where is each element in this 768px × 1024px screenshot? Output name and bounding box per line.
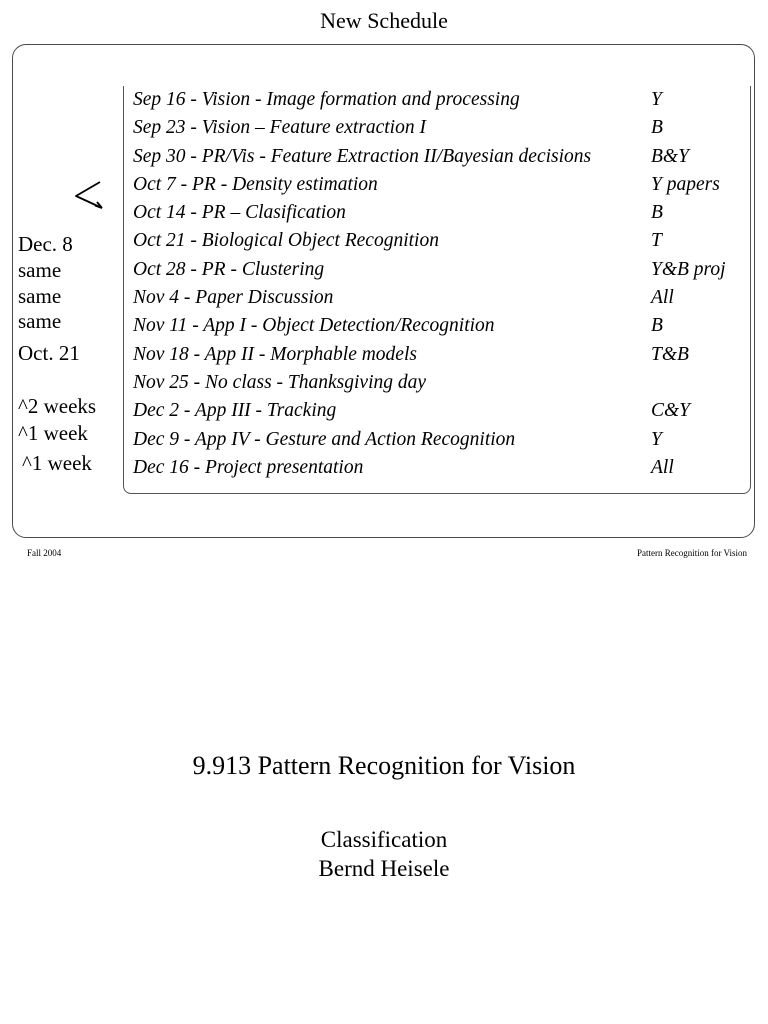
schedule-row	[133, 454, 748, 482]
side-note: ^1 week	[22, 451, 92, 475]
side-note: same	[18, 258, 62, 282]
schedule-row	[133, 397, 748, 425]
schedule-presenter: B	[651, 117, 663, 139]
schedule-topic: Sep 16 - Vision - Image formation and processing	[133, 89, 520, 110]
author-name: Bernd Heisele	[318, 856, 450, 881]
schedule-presenter: Y	[651, 428, 662, 450]
schedule-row	[133, 256, 748, 284]
schedule-topic: Oct 14 - PR – Clasification	[133, 202, 346, 224]
schedule-row	[133, 86, 748, 114]
schedule-presenter: B	[651, 202, 663, 224]
schedule-row	[133, 312, 748, 340]
schedule-row	[133, 114, 748, 142]
schedule-presenter: Y&B proj	[651, 258, 726, 280]
schedule-topic: Oct 21 - Biological Object Recognition	[133, 230, 439, 252]
side-note: ^2 weeks	[18, 394, 97, 418]
side-note: same	[18, 309, 62, 333]
schedule-topic: Nov 25 - No class - Thanksgiving day	[133, 371, 427, 393]
schedule-row	[133, 341, 748, 369]
schedule-topic: Oct 28 - PR - Clustering	[133, 258, 325, 280]
schedule-topic: Dec 16 - Project presentation	[133, 456, 364, 478]
schedule-topic: Nov 4 - Paper Discussion	[133, 287, 334, 309]
slide-title: New Schedule	[320, 8, 448, 33]
schedule-topic: Nov 11 - App I - Object Detection/Recognition	[133, 315, 495, 337]
schedule-topic: Nov 18 - App II - Morphable models	[133, 343, 417, 365]
side-note: Dec. 8	[18, 232, 73, 256]
schedule-presenter: B	[651, 315, 663, 337]
footer-term: Fall 2004	[27, 548, 62, 558]
schedule-presenter: B&Y	[651, 145, 689, 167]
lecture-subtitle	[0, 825, 768, 883]
schedule-topic: Sep 23 - Vision – Feature extraction I	[133, 117, 426, 139]
curved-arrow-icon	[70, 176, 110, 216]
schedule-topic: Oct 7 - PR - Density estimation	[133, 173, 378, 195]
schedule-row	[133, 284, 748, 312]
schedule-row	[133, 171, 748, 199]
lecture-name: Classification	[320, 827, 448, 852]
schedule-row	[133, 227, 748, 255]
side-note: same	[18, 284, 62, 308]
course-title: 9.913 Pattern Recognition for Vision	[192, 751, 576, 780]
schedule-presenter: All	[651, 456, 674, 478]
schedule-presenter: T	[651, 230, 662, 252]
schedule-row	[133, 426, 748, 454]
schedule-topic: Dec 2 - App III - Tracking	[133, 400, 337, 422]
schedule-presenter: Y papers	[651, 173, 720, 195]
schedule-topic: Sep 30 - PR/Vis - Feature Extraction II/Bayesian decisions	[133, 145, 592, 167]
schedule-table	[133, 86, 748, 482]
schedule-presenter: C&Y	[651, 400, 691, 422]
footer-course: Pattern Recognition for Vision	[636, 548, 747, 558]
side-note: Oct. 21	[18, 341, 80, 365]
schedule-row	[133, 369, 748, 397]
schedule-row	[133, 143, 748, 171]
schedule-presenter: T&B	[651, 343, 689, 365]
side-note: ^1 week	[18, 421, 88, 445]
schedule-presenter: Y	[651, 89, 662, 110]
schedule-presenter: All	[651, 287, 674, 309]
schedule-topic: Dec 9 - App IV - Gesture and Action Recognition	[133, 428, 516, 450]
schedule-row	[133, 199, 748, 227]
